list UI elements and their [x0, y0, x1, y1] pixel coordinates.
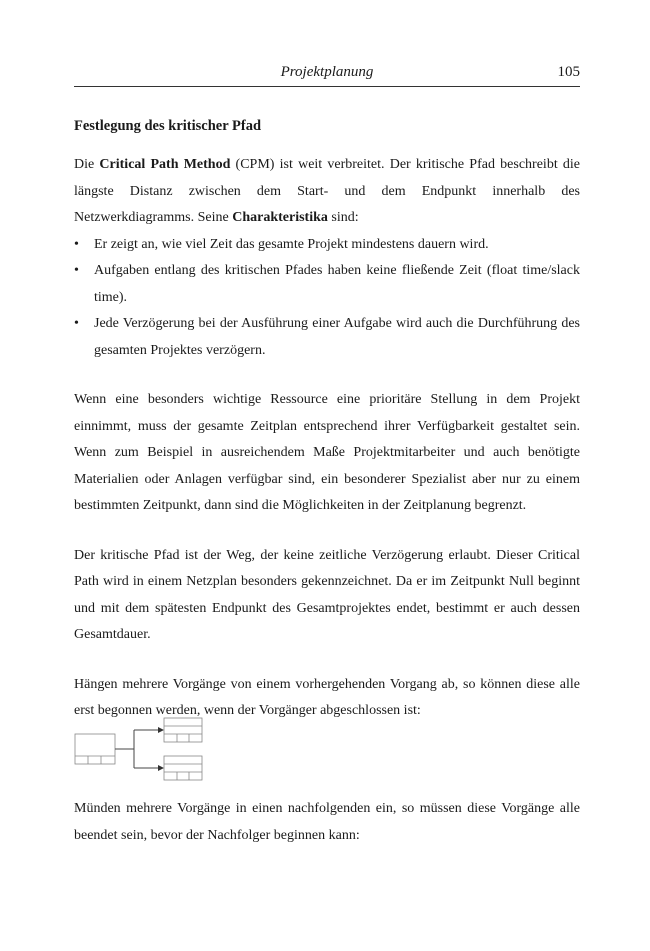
paragraph-text: Die — [74, 157, 100, 172]
dependency-diagram — [74, 716, 204, 781]
running-header — [74, 64, 580, 87]
bullet-icon: • — [74, 236, 79, 252]
characteristics-list — [74, 232, 580, 365]
bullet-icon: • — [74, 263, 79, 278]
paragraph-fan-out: Hängen mehrere Vorgänge von einem vorhergehenden Vorgang ab, so können diese alle erst begonnen werden, wenn der Vorgänger abgeschlossen ist: — [74, 676, 580, 718]
body-text — [74, 152, 580, 748]
paragraph-fan-in: Münden mehrere Vorgänge in einen nachfolgenden ein, so müssen diese Vorgänge alle beendet sein, bevor der Nachfolger beginnen kann: — [74, 801, 580, 843]
list-item-text: Er zeigt an, wie viel Zeit das gesamte Projekt mindestens dauern wird. — [94, 236, 489, 252]
bold-term-cpm: Critical Path Method — [99, 157, 231, 172]
list-item — [74, 258, 580, 311]
section-heading: Festlegung des kritischer Pfad — [74, 118, 262, 134]
connector-lines — [115, 730, 158, 768]
paragraph-critical-path: Der kritische Pfad ist der Weg, der keine zeitliche Verzögerung erlaubt. Dieser Critical Path wird in einem Netzplan besonders gekennzeichnet. Da er im Zeitpunkt Null beginnt und mit dem spätesten Endpunkt des Gesamtprojektes endet, bestimmt er auch dessen Gesamtdauer. — [74, 547, 580, 642]
paragraph-resource: Wenn eine besonders wichtige Ressource eine prioritäre Stellung in dem Projekt einnimmt, muss der gesamte Zeitplan entsprechend ihrer Verfügbarkeit gestaltet sein. Wenn zum Beispiel in ausreichendem Maße Projektmitarbeiter und auch benötigte Materialien oder Anlagen verfügbar sind, ein besonderer Spezialist aber nur zu einem bestimmten Zeitpunkt, dann sind die Möglichkeiten in der Zeitplanung begrenzt. — [74, 392, 580, 513]
predecessor-node — [75, 734, 115, 764]
list-item — [74, 232, 580, 259]
successor-node-bottom — [164, 756, 202, 780]
successor-node-top — [164, 718, 202, 742]
bold-term-characteristics: Charakteristika — [232, 210, 328, 225]
header-title: Projektplanung — [280, 64, 374, 80]
paragraph-text: (CPM) ist weit verbreitet. Der kritische Pfad beschreibt die längste Distanz zwischen dem Start- und dem Endpunkt innerhalb des Netzwerkdiagramms. Seine — [74, 157, 581, 225]
bullet-icon: • — [74, 316, 79, 331]
paragraph-text: sind: — [327, 210, 359, 225]
arrowheads — [158, 727, 164, 771]
list-item-text: Aufgaben entlang des kritischen Pfades haben keine fließende Zeit (float time/slack time). — [94, 263, 580, 305]
page-number: 105 — [557, 64, 580, 80]
list-item-text: Jede Verzögerung bei der Ausführung einer Aufgabe wird auch die Durchführung des gesamten Projektes verzögern. — [94, 316, 580, 358]
list-item — [74, 311, 580, 364]
paragraph-cpm — [74, 152, 580, 232]
